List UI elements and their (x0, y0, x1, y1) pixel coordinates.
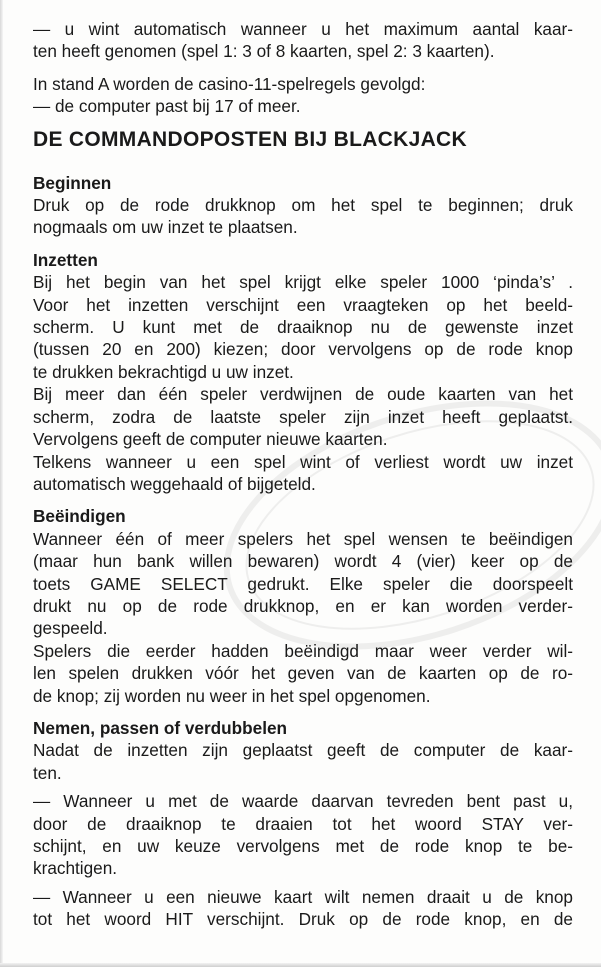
intro-paragraph (33, 18, 573, 63)
page-left-edge (0, 0, 3, 967)
text-line: de knop; zij worden nu weer in het spel opgenomen. (33, 685, 431, 706)
text-line: Druk op de rode drukknop om het spel te beginnen; druk (33, 195, 573, 216)
text-line: — de computer past bij 17 of meer. (33, 96, 301, 117)
subsection-title-nemen-passen-verdubbelen: Nemen, passen of verdubbelen (33, 717, 288, 738)
text-line: len spelen drukken vóór het geven van de kaarten op de ro- (33, 663, 573, 684)
paragraph (33, 790, 573, 880)
stand-a-paragraph (33, 73, 573, 118)
text-line: automatisch weggehaald of bijgeteld. (33, 473, 316, 494)
text-line: — Wanneer u met de waarde daarvan tevreden bent past u, (33, 791, 573, 812)
text-line: schijnt, en uw keuze vervolgens met de rode knop te be- (33, 836, 573, 856)
paragraph (33, 194, 573, 239)
text-line: Wanneer één of meer spelers het spel wensen te beëindigen (33, 528, 573, 549)
text-line: gespeeld. (33, 618, 108, 639)
text-line: In stand A worden de casino-11-spelregels gevolgd: (33, 73, 426, 94)
text-line: (tussen 20 en 200) kiezen; door vervolgens op de rode knop (33, 339, 573, 360)
paragraph (33, 528, 573, 640)
text-line: drukt nu op de rode drukknop, en er kan worden verder- (33, 595, 573, 616)
section-heading: DE COMMANDOPOSTEN BIJ BLACKJACK (33, 127, 467, 151)
manual-content (33, 18, 573, 931)
subsection-title-inzetten: Inzetten (33, 249, 98, 270)
text-line: Vervolgens geeft de computer nieuwe kaarten. (33, 429, 388, 450)
text-line: toets GAME SELECT gedrukt. Elke speler die doorspeelt (33, 573, 573, 594)
text-line: ten. (33, 762, 62, 783)
text-line: Bij het begin van het spel krijgt elke speler 1000 ‘pinda’s’ . (33, 272, 573, 293)
page-bottom-edge (0, 963, 601, 967)
text-line: Bij meer dan één speler verdwijnen de oude kaarten van het (33, 384, 573, 405)
paragraph (33, 383, 573, 450)
paragraph (33, 640, 573, 707)
paragraph (33, 271, 573, 383)
text-line: — Wanneer u een nieuwe kaart wilt nemen draait u de knop (33, 886, 573, 907)
text-line: krachtigen. (33, 858, 118, 879)
paragraph (33, 886, 573, 931)
text-line: scherm. U kunt met de draaiknop nu de gewenste inzet (33, 317, 573, 338)
text-line: tot het woord HIT verschijnt. Druk op de rode knop, en de (33, 909, 573, 930)
paragraph (33, 739, 573, 784)
text-line: Voor het inzetten verschijnt een vraagteken op het beeld- (33, 294, 573, 315)
text-line: Telkens wanneer u een spel wint of verliest wordt uw inzet (33, 451, 573, 472)
text-line: te drukken bekrachtigd u uw inzet. (33, 361, 294, 382)
text-line: (maar hun bank willen bewaren) wordt 4 (vier) keer op de (33, 551, 573, 572)
text-line: ten heeft genomen (spel 1: 3 of 8 kaarten, spel 2: 3 kaarten). (33, 41, 495, 62)
subsection-title-beeindigen: Beëindigen (33, 506, 126, 527)
text-line: scherm, zodra de laatste speler zijn inzet heeft geplaatst. (33, 406, 573, 427)
paragraph (33, 451, 573, 496)
text-line: Spelers die eerder hadden beëindigd maar weer verder wil- (33, 640, 573, 661)
text-line: Nadat de inzetten zijn geplaatst geeft de computer de kaar- (33, 740, 573, 761)
subsection-title-beginnen: Beginnen (33, 172, 112, 193)
text-line: — u wint automatisch wanneer u het maximum aantal kaar- (33, 19, 573, 39)
text-line: nogmaals om uw inzet te plaatsen. (33, 217, 298, 238)
text-line: door de draaiknop te draaien tot het woord STAY ver- (33, 813, 573, 834)
